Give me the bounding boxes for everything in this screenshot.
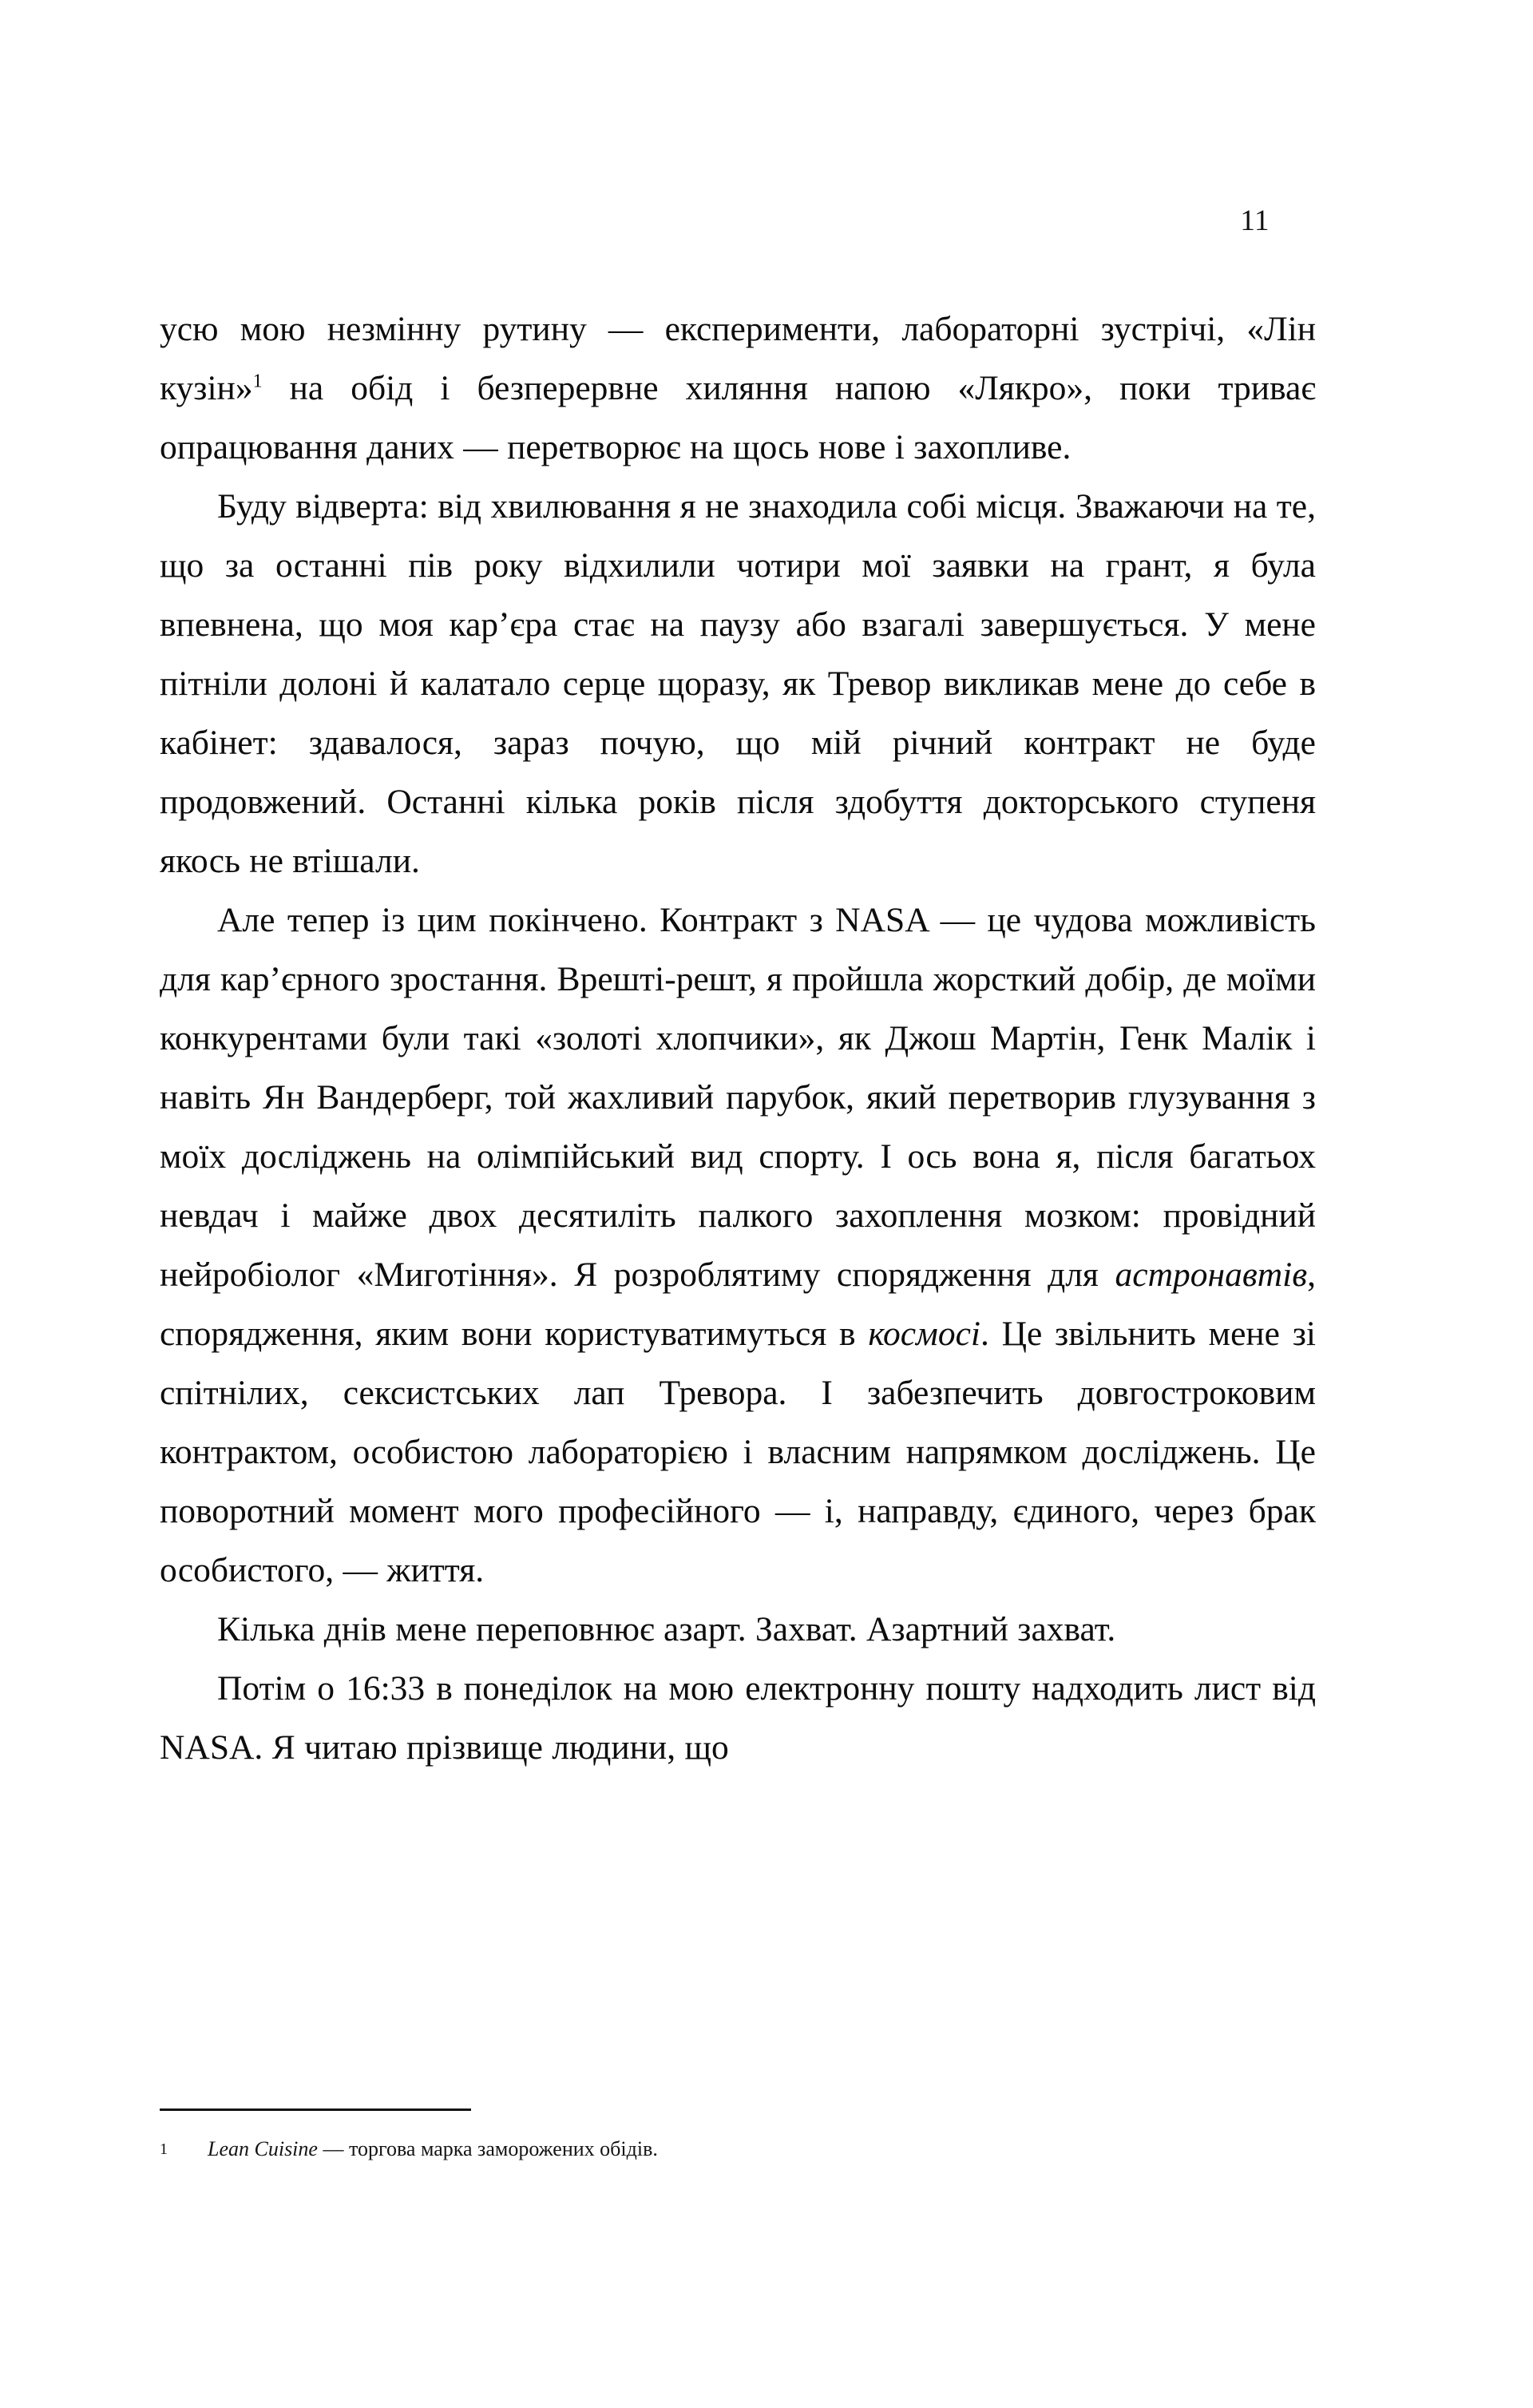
- paragraph-5: Потім о 16:33 в понеділок на мою електронну пошту надходить лист від NASA. Я читаю прізвище людини, що: [160, 1669, 1316, 1767]
- body-text: [160, 300, 1316, 1777]
- paragraph-3-emphasis-astronauts: астронавтів: [1115, 1256, 1308, 1294]
- paragraph-1-text-before-footnote: усю мою незмінну рутину — експерименти, лабораторні зустрічі, «Лін кузін»: [160, 310, 1316, 407]
- page-number: 11: [1240, 204, 1270, 237]
- paragraph-1-text-after-footnote: на обід і безперервне хиляння напою «Лякро», поки триває опрацювання даних — перетворює на щось нове і захопливе.: [160, 369, 1316, 466]
- footnote-area: [160, 2108, 1316, 2164]
- footnote-rest: — торгова марка заморожених обідів.: [317, 2137, 658, 2160]
- footnote-reference-1[interactable]: 1: [252, 371, 263, 392]
- footnote-number: 1: [160, 2140, 168, 2158]
- footnote-divider: [160, 2108, 471, 2111]
- paragraph-3-emphasis-space: космосі: [868, 1315, 980, 1353]
- paragraph-3-segment-5: . Це звільнить мене зі спітнілих, сексистських лап Тревора. І забезпечить довгостроковим контрактом, особистою лабораторією і власним напрямком досліджень. Це поворотний момент мого професійного — і, направду, єдиного, через брак особистого, — життя.: [160, 1315, 1316, 1589]
- paragraph-3: [160, 891, 1316, 1600]
- footnote-entry: [160, 2135, 1316, 2164]
- paragraph-2: Буду відверта: від хвилювання я не знаходила собі місця. Зважаючи на те, що за останні пів року відхилили чотири мої заявки на грант, я була впевнена, що моя кар’єра стає на паузу або взагалі завершується. У мене пітніли долоні й калатало серце щоразу, як Тревор викликав мене до себе в кабінет: здавалося, зараз почую, що мій річний контракт не буде продовжений. Останні кілька років після здобуття докторського ступеня якось не втішали.: [160, 487, 1316, 880]
- paragraph-4: Кілька днів мене переповнює азарт. Захват. Азартний захват.: [217, 1610, 1116, 1648]
- footnote-body: [208, 2137, 658, 2160]
- paragraph-3-segment-3: , спорядження, яким вони користуватимуться в: [160, 1256, 1316, 1353]
- footnote-italic-term: Lean Cuisine: [208, 2137, 318, 2160]
- paragraph-1: [160, 300, 1316, 477]
- paragraph-3-segment-1: Але тепер із цим покінчено. Контракт з NASA — це чудова можливість для кар’єрного зростання. Врешті-решт, я пройшла жорсткий добір, де моїми конкурентами були такі «золоті хлопчики», як Джош Мартін, Генк Малік і навіть Ян Вандерберг, той жахливий парубок, який перетворив глузування з моїх досліджень на олімпійський вид спорту. І ось вона я, після багатьох невдач і майже двох десятиліть палкого захоплення мозком: провідний нейробіолог «Миготіння». Я розроблятиму спорядження для: [160, 901, 1316, 1294]
